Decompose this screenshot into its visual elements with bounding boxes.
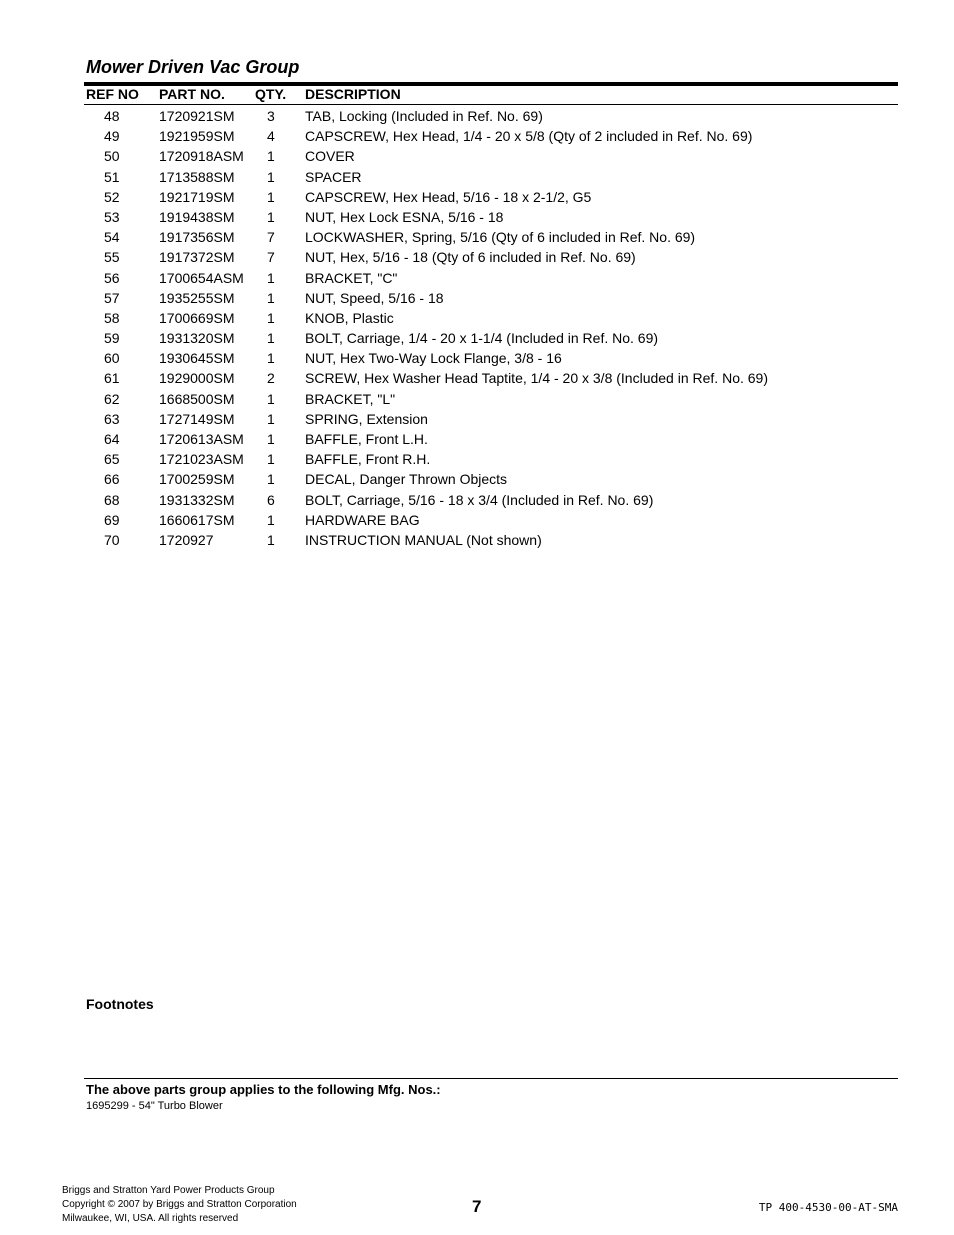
part-no-cell: 1919438SM (159, 208, 235, 225)
description-cell: DECAL, Danger Thrown Objects (305, 471, 508, 488)
applies-divider (84, 1078, 898, 1079)
description-cell: NUT, Hex Lock ESNA, 5/16 - 18 (305, 208, 504, 225)
description-cell: BAFFLE, Front L.H. (305, 431, 428, 447)
ref-no-cell: 60 (104, 350, 120, 367)
qty-cell: 1 (267, 309, 275, 326)
ref-no-cell: 69 (104, 511, 120, 528)
footer-copyright (62, 1184, 297, 1226)
table-row (84, 187, 898, 207)
ref-no-cell: 48 (104, 108, 120, 124)
description-cell: NUT, Hex, 5/16 - 18 (Qty of 6 included in Ref. No. 69) (305, 249, 636, 266)
ref-no-cell: 49 (104, 128, 120, 145)
part-no-cell: 1720927 (159, 531, 214, 548)
qty-cell: 1 (267, 350, 275, 367)
table-row (84, 227, 898, 247)
description-cell: SPACER (305, 168, 362, 185)
table-header (84, 86, 898, 105)
description-cell: BRACKET, "L" (305, 390, 396, 407)
table-row (84, 510, 898, 530)
part-no-cell: 1931320SM (159, 330, 235, 347)
table-row (84, 207, 898, 227)
qty-cell: 6 (267, 491, 275, 508)
applies-heading: The above parts group applies to the following Mfg. Nos.: (86, 1082, 441, 1097)
ref-no-cell: 53 (104, 208, 120, 225)
part-no-cell: 1668500SM (159, 390, 235, 407)
page-title: Mower Driven Vac Group (86, 57, 300, 77)
part-no-cell: 1720918ASM (159, 148, 244, 165)
ref-no-cell: 54 (104, 229, 120, 246)
qty-cell: 1 (267, 431, 275, 447)
part-no-cell: 1931332SM (159, 491, 235, 508)
ref-no-cell: 63 (104, 410, 120, 427)
table-row (84, 348, 898, 368)
ref-no-cell: 50 (104, 148, 120, 165)
part-no-cell: 1917356SM (159, 229, 235, 246)
table-row (84, 247, 898, 267)
description-cell: KNOB, Plastic (305, 309, 394, 326)
part-no-cell: 1929000SM (159, 370, 235, 387)
header-description: DESCRIPTION (305, 86, 401, 102)
ref-no-cell: 65 (104, 451, 120, 468)
page-number: 7 (472, 1197, 482, 1216)
ref-no-cell: 62 (104, 390, 120, 407)
ref-no-cell: 58 (104, 309, 120, 326)
table-row (84, 368, 898, 388)
table-row (84, 146, 898, 166)
ref-no-cell: 61 (104, 370, 120, 387)
ref-no-cell: 66 (104, 471, 120, 488)
description-cell: BOLT, Carriage, 1/4 - 20 x 1-1/4 (Included in Ref. No. 69) (305, 330, 659, 347)
header-part-no: PART NO. (159, 86, 225, 102)
footer-copyright-line: Copyright © 2007 by Briggs and Stratton Corporation (62, 1199, 297, 1210)
ref-no-cell: 57 (104, 289, 120, 306)
description-cell: HARDWARE BAG (305, 511, 420, 528)
description-cell: COVER (305, 148, 355, 165)
ref-no-cell: 55 (104, 249, 120, 266)
table-row (84, 308, 898, 328)
qty-cell: 3 (267, 108, 275, 124)
part-no-cell: 1700654ASM (159, 269, 244, 286)
part-no-cell: 1935255SM (159, 289, 235, 306)
table-row (84, 490, 898, 510)
table-row (84, 328, 898, 348)
ref-no-cell: 56 (104, 269, 120, 286)
description-cell: NUT, Hex Two-Way Lock Flange, 3/8 - 16 (305, 350, 562, 367)
part-no-cell: 1720921SM (159, 108, 235, 124)
table-row (84, 106, 898, 126)
mfg-number: 1695299 - 54" Turbo Blower (86, 1100, 223, 1112)
qty-cell: 1 (267, 188, 275, 205)
description-cell: BAFFLE, Front R.H. (305, 451, 431, 468)
qty-cell: 4 (267, 128, 275, 145)
table-row (84, 530, 898, 550)
description-cell: LOCKWASHER, Spring, 5/16 (Qty of 6 included in Ref. No. 69) (305, 229, 696, 246)
qty-cell: 1 (267, 330, 275, 347)
table-row (84, 167, 898, 187)
description-cell: CAPSCREW, Hex Head, 5/16 - 18 x 2-1/2, G5 (305, 188, 592, 205)
table-row (84, 126, 898, 146)
ref-no-cell: 64 (104, 431, 120, 447)
qty-cell: 7 (267, 229, 275, 246)
document-code: TP 400-4530-00-AT-SMA (758, 1201, 898, 1214)
part-no-cell: 1721023ASM (159, 451, 244, 468)
part-no-cell: 1930645SM (159, 350, 235, 367)
qty-cell: 1 (267, 471, 275, 488)
header-ref-no: REF NO (86, 86, 139, 102)
qty-cell: 1 (267, 451, 275, 468)
table-row (84, 288, 898, 308)
footer-location: Milwaukee, WI, USA. All rights reserved (62, 1213, 239, 1224)
description-cell: SCREW, Hex Washer Head Taptite, 1/4 - 20 x 3/8 (Included in Ref. No. 69) (305, 370, 768, 387)
ref-no-cell: 68 (104, 491, 120, 508)
description-cell: BOLT, Carriage, 5/16 - 18 x 3/4 (Included in Ref. No. 69) (305, 491, 654, 508)
qty-cell: 1 (267, 390, 275, 407)
table-row (84, 469, 898, 489)
ref-no-cell: 51 (104, 168, 120, 185)
header-qty: QTY. (255, 86, 287, 102)
qty-cell: 1 (267, 410, 275, 427)
description-cell: SPRING, Extension (305, 410, 428, 427)
part-no-cell: 1727149SM (159, 410, 235, 427)
description-cell: CAPSCREW, Hex Head, 1/4 - 20 x 5/8 (Qty of 2 included in Ref. No. 69) (305, 128, 753, 145)
qty-cell: 1 (267, 289, 275, 306)
table-row (84, 409, 898, 429)
ref-no-cell: 59 (104, 330, 120, 347)
part-no-cell: 1917372SM (159, 249, 235, 266)
qty-cell: 1 (267, 511, 275, 528)
footer-company: Briggs and Stratton Yard Power Products Group (62, 1185, 275, 1196)
footnotes-heading: Footnotes (86, 996, 154, 1012)
qty-cell: 7 (267, 249, 275, 266)
part-no-cell: 1921959SM (159, 128, 235, 145)
description-cell: NUT, Speed, 5/16 - 18 (305, 289, 444, 306)
part-no-cell: 1713588SM (159, 168, 235, 185)
qty-cell: 1 (267, 168, 275, 185)
qty-cell: 1 (267, 531, 275, 548)
parts-table-body (84, 106, 898, 550)
part-no-cell: 1700259SM (159, 471, 235, 488)
table-row (84, 429, 898, 449)
ref-no-cell: 70 (104, 531, 120, 548)
table-row (84, 268, 898, 288)
description-cell: INSTRUCTION MANUAL (Not shown) (305, 531, 542, 548)
qty-cell: 1 (267, 208, 275, 225)
part-no-cell: 1921719SM (159, 188, 235, 205)
description-cell: TAB, Locking (Included in Ref. No. 69) (305, 108, 543, 124)
part-no-cell: 1720613ASM (159, 431, 244, 447)
qty-cell: 1 (267, 148, 275, 165)
table-row (84, 389, 898, 409)
part-no-cell: 1660617SM (159, 511, 235, 528)
ref-no-cell: 52 (104, 188, 120, 205)
table-row (84, 449, 898, 469)
qty-cell: 1 (267, 269, 275, 286)
part-no-cell: 1700669SM (159, 309, 235, 326)
qty-cell: 2 (267, 370, 275, 387)
description-cell: BRACKET, "C" (305, 269, 398, 286)
